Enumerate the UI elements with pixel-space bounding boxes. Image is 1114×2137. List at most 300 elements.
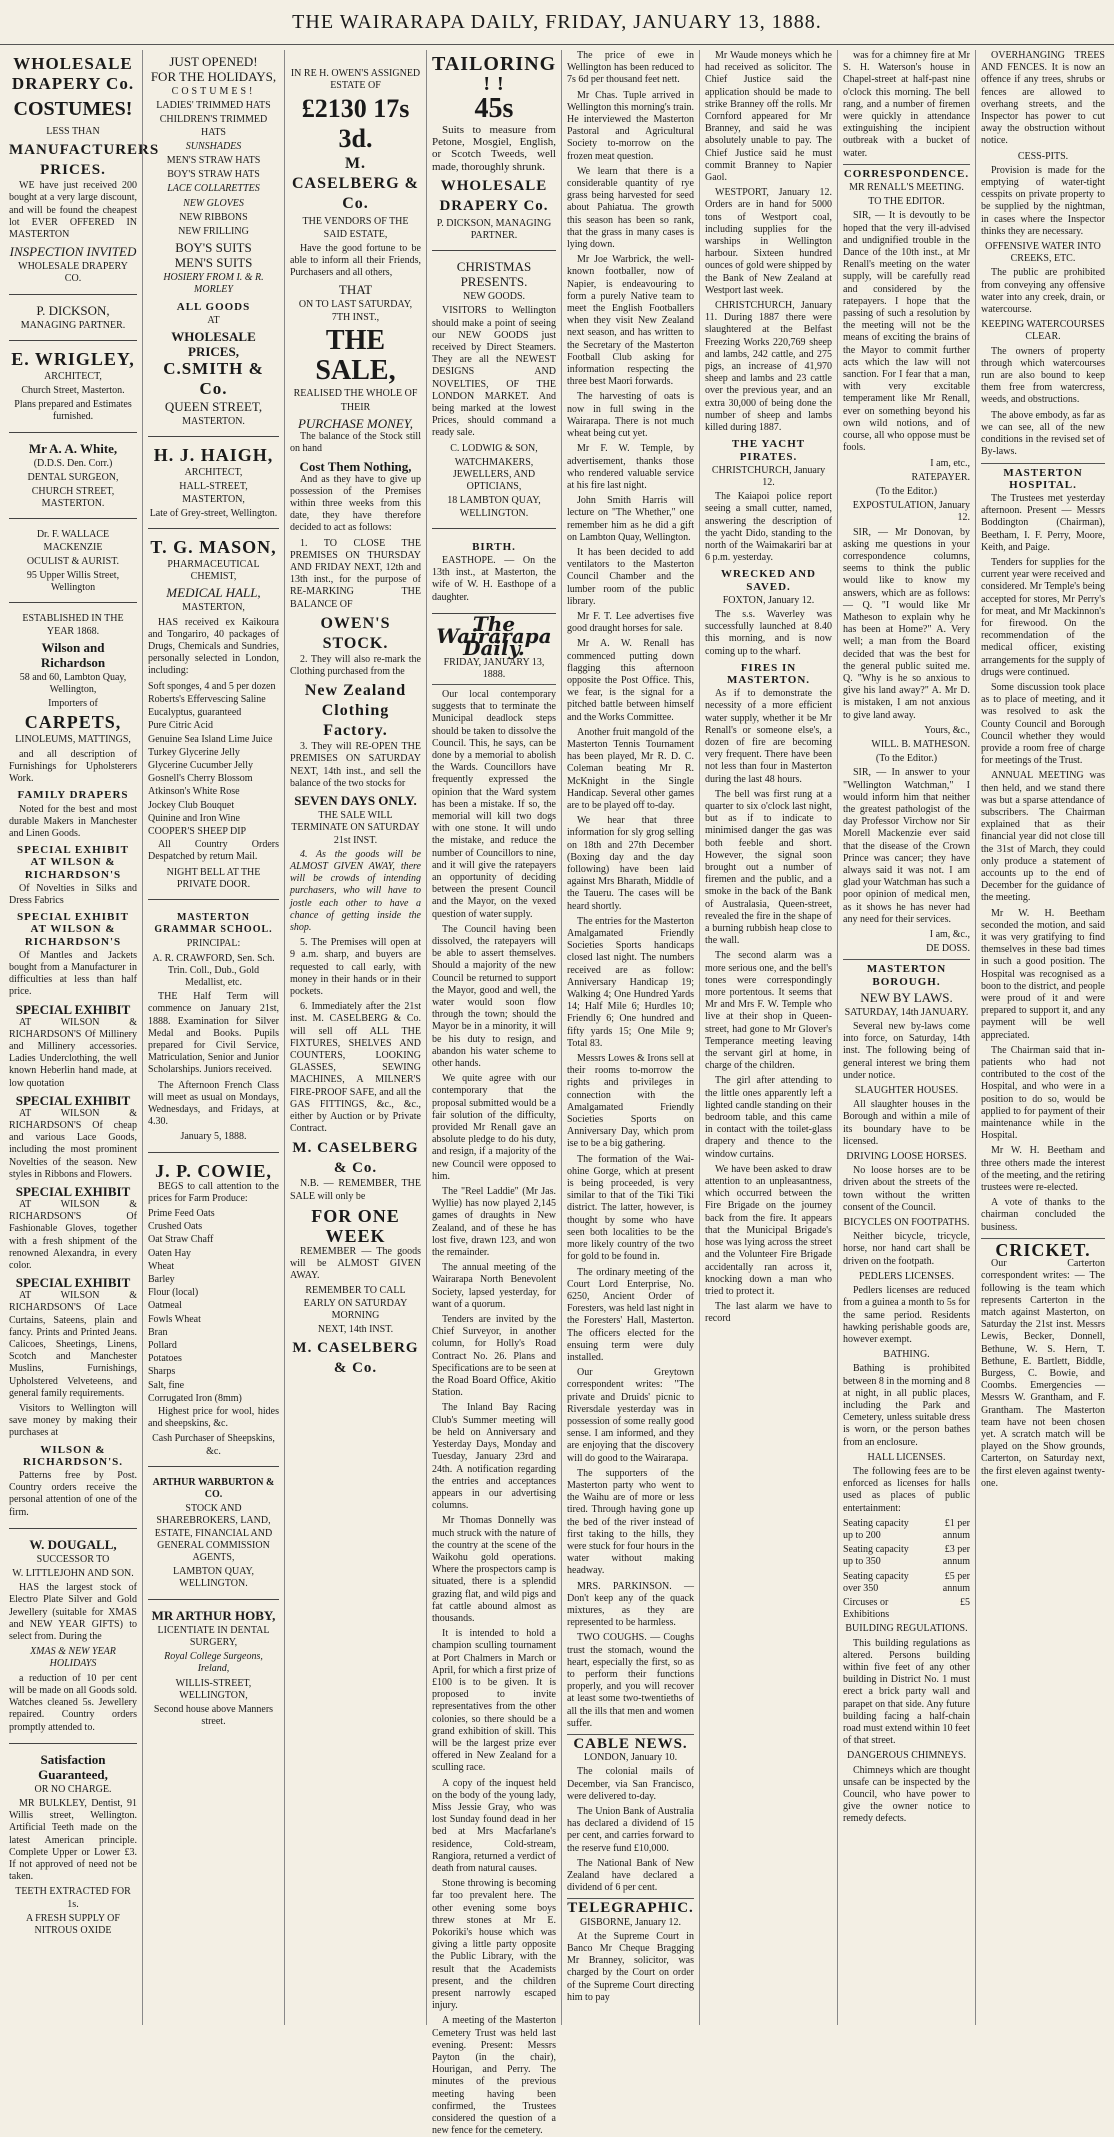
news-para: The bell was first rung at a quarter to six o'clock last night, but as if to indicate to minimised danger the gas was both feeble and short. However, the signal soon brought out a number of firemen and the public, and a smoke in the back of the Bank of Australasia, Queen-street, revealed the fire in the shape of a burning rubbish heap close to the wall. [705, 788, 832, 947]
dateline: SATURDAY, 14th JANUARY. [844, 1006, 969, 1018]
exhibit-body: AT WILSON & RICHARDSON'S Of Millinery and Millinery accessories. Ladies Underclothing, the well known Heberlin hand made, at low quotation [9, 1016, 137, 1089]
fee-label: Seating capacity up to 200 [843, 1517, 909, 1541]
ad-text: 58 and 60, Lambton Quay, Wellington, [19, 671, 127, 696]
ad-text: THE SALE WILL TERMINATE ON SATURDAY 21st INST. [291, 810, 420, 846]
ad-price: 45s [474, 93, 514, 124]
dateline: CHRISTCHURCH, January 12. [711, 464, 826, 488]
fee-label: Seating capacity up to 350 [843, 1544, 909, 1568]
ad-text: MEN'S STRAW HATS [166, 155, 261, 167]
ad-body: and all description of Furnishings for Upholsterers Work. [9, 748, 137, 785]
birth-notice [432, 533, 556, 614]
exhibit-title: SPECIAL EXHIBIT [15, 1092, 131, 1108]
list-item: Jockey Club Bouquet [148, 799, 235, 811]
list-item: Roberts's Effervescing Saline [148, 693, 266, 705]
news-para: The last alarm we have to record [705, 1301, 832, 1325]
news-para: John Smith Harris will lecture on "The Whether," one remember him as he did a gift on Lambton Quay, Wellington. [567, 495, 694, 543]
column-2 [142, 50, 284, 2025]
ad-tailoring [432, 50, 556, 251]
ad-title: WHOLESALE DRAPERY Co. [11, 54, 135, 93]
ad-body: The Afternoon French Class will meet as usual on Mondays, Wednesdays, and Fridays, at 4.30. [148, 1079, 279, 1128]
dateline: FOXTON, January 12. [722, 594, 815, 606]
subhead: NEW BY LAWS. [860, 989, 953, 1005]
news-para: Mr Joe Warbrick, the well-known footballer, now of Napier, is endeavouring to form a purely Native team to meet the English Footballers when they visit New Zealand next season, and has written to the Secretary of the Masterton Football Club asking for information respecting the three best Maori forwards. [567, 254, 694, 388]
subhead: KEEPING WATERCOURSES CLEAR. [981, 319, 1105, 343]
ad-text: WILSON & RICHARDSON'S. [22, 1443, 124, 1468]
news-para: It has been decided to add ventilators to the Masterton Council Chamber and the lumber room of the public library. [567, 546, 694, 607]
ad-text: NIGHT BELL AT THE PRIVATE DOOR. [166, 866, 261, 890]
exhibit-title: SPECIAL EXHIBIT AT WILSON & RICHARDSON'S [17, 844, 129, 881]
ad-text: LESS THAN [46, 126, 100, 137]
ad-grammar-school [148, 904, 279, 1153]
ad-text: MANAGING PARTNER. [20, 319, 126, 331]
list-item: Barley [148, 1274, 175, 1286]
fee-label: Circuses or Exhibitions [843, 1596, 890, 1621]
ad-body: VISITORS to Wellington should make a point of seeing our NEW GOODS just received by Direct Steamers. They are all the NEWEST DESIGNS AND NOVELTIES, OF THE LONDON MARKET. And being marked at the lowest Prices, should command a ready sale. [432, 305, 556, 439]
ad-body: 4. As the goods will be ALMOST GIVEN AWAY, there will be crowds of intending purchasers, who will have to jostle each other to have a chance of getting inside the shop. [290, 848, 421, 933]
ad-text: Second house above Manners street. [153, 1703, 274, 1728]
ad-text: PRINCIPAL: [186, 938, 241, 950]
ad-body: a reduction of 10 per cent will be made on all Goods sold. Watches cleaned 5s. Jewellery repaired. Country orders promptly attended to. [9, 1672, 137, 1733]
ad-body: 6. Immediately after the 21st inst. M. CASELBERG & Co. will sell off ALL THE FIXTURES, SHELVES AND COUNTERS, LOOKING GLASSES, SEWING MACHINES, A MILNER'S FIRE-PROOF SAFE, and all the GAS FITTINGS, &c., &c., either by Auction or by Private Contract. [290, 1001, 421, 1135]
section-title: MASTERTON BOROUGH. [843, 959, 970, 987]
news-para: Mr W. H. Beetham seconded the motion, and said it was very gratifying to find themselves in these bad times in such a good position. The Hospital was recognised as a boon to the district, and people were proud of it and were prepared to support it, and any payment will be well appreciated. [981, 907, 1105, 1041]
subhead: BICYCLES ON FOOTPATHS. [843, 1217, 970, 1229]
signoff: Yours, &c., [924, 724, 970, 736]
news-para: Our Carterton correspondent writes: — The following is the team which represents Carterton in the match against Masterton, on Saturday the 21st inst. Messrs Lewis, Becker, Donnell, Bethune, W. S. Hern, T. Bethune, E. Bartlett, Biddle, Burgess, C. Bowie, and Coombs. Emergencies — Messrs W. Grantham, and F. Grantham. The Masterton team have not been chosen yet. A scratch match will be played on the Show grounds, Carterton, on Saturday next, the first eleven against twenty-one. [981, 1258, 1105, 1489]
ad-headline: MANUFACTURERS PRICES. [9, 142, 160, 179]
ad-headline: COSTUMES! [13, 98, 133, 120]
fee-row [843, 1544, 970, 1568]
list-item: COOPER'S SHEEP DIP [148, 825, 247, 837]
ad-text: PURCHASE MONEY, [297, 416, 414, 432]
section-title: WRECKED AND SAVED. [720, 568, 817, 593]
ad-text: AT [207, 314, 220, 326]
ad-bulkley [9, 1748, 137, 1945]
ad-text: ARCHITECT, [184, 467, 243, 479]
column-4 [426, 50, 561, 2137]
notice-title: BIRTH. [472, 540, 516, 553]
ad-headline: FOR THE HOLIDAYS, [150, 69, 277, 84]
ad-text: LAMBTON QUAY, WELLINGTON. [173, 1566, 254, 1590]
ad-text: FAMILY DRAPERS [17, 789, 129, 802]
news-para: was for a chimney fire at Mr S. H. Waterson's house in Chapel-street at half-past nine o'clock this morning. The bell rang, and a number of firemen were quickly in attendance extinguishing the incipient outbreak with a bucket of water. [843, 50, 970, 159]
subhead: CESS-PITS. [1017, 150, 1069, 162]
column-6 [699, 50, 837, 2025]
notice-body: EASTHOPE. — On the 13th inst., at Masterton, the wife of W. H. Easthope of a daughter. [432, 555, 556, 603]
list-item: Genuine Sea Island Lime Juice [148, 733, 273, 745]
dateline: EXPOSTULATION, January 12. [852, 500, 970, 524]
list-item: Pure Citric Acid [148, 720, 213, 732]
ad-text: Importers of [48, 698, 98, 710]
ad-body: THE Half Term will commence on January 21st, 1888. Examination for Silver Medal and Books. Pupils prepared for Civil Service, Matriculation, Senior and Junior Scholarships. Juniors received. [148, 991, 279, 1076]
ad-text: CHURCH STREET, MASTERTON. [31, 486, 115, 510]
fee-row [843, 1571, 970, 1595]
list-item: Gosnell's Cherry Blossom [148, 773, 253, 785]
ad-body: N.B. — REMEMBER, THE SALE will only be [290, 1178, 421, 1202]
section-title: MASTERTON HOSPITAL. [981, 463, 1105, 491]
list-item: Salt, fine [148, 1379, 185, 1391]
ad-text: TEETH EXTRACTED FOR 1s. [15, 1886, 131, 1910]
news-para: Mr Chas. Tuple arrived in Wellington this morning's train. He interviewed the Masterton Pastoral and Agricultural Society to-morrow on the frozen meat question. [567, 89, 694, 162]
ad-text: XMAS & NEW YEAR HOLIDAYS [30, 1646, 116, 1670]
news-para: Some discussion took place as to place of meeting, and it was resolved to ask the County Council and Borough Council whether they would provide a room free of charge for meetings of the Trust. [981, 681, 1105, 767]
ad-text: NEW GLOVES [183, 197, 244, 209]
news-para: The owners of property through which watercourses run are also bound to keep them free from watercress, weeds, and obstructions. [981, 345, 1105, 406]
ad-text: NEW FRILLING [178, 226, 249, 238]
news-para: At the Supreme Court in Banco Mr Cheque Bragging Mr Branney, solicitor, was charged by the Court on order of the Supreme Court directing him to pay [567, 1930, 694, 2003]
list-item: Potatoes [148, 1353, 182, 1365]
subhead: SLAUGHTER HOUSES. [854, 1085, 959, 1097]
news-para: The s.s. Waverley was successfully launched at 8.40 this morning, and is now coming up to the wharf. [705, 608, 832, 657]
ad-body: All Country Orders Despatched by return Mail. [148, 839, 279, 863]
ad-name: W. DOUGALL, [29, 1536, 117, 1552]
column-5 [561, 50, 699, 2025]
signoff: I am, &c., [929, 929, 970, 941]
subhead: HALL LICENSES. [867, 1451, 946, 1463]
subhead: TO THE EDITOR. [868, 196, 945, 208]
ad-text: LACE COLLARETTES [167, 183, 260, 195]
ad-text: MASTERTON. [182, 416, 245, 428]
ad-text: SUCCESSOR TO [36, 1553, 110, 1565]
ad-text: LADIES' TRIMMED HATS [156, 100, 271, 112]
cowie-items [148, 1208, 279, 1405]
ad-price: £2130 17s 3d. [301, 94, 410, 154]
list-item: Sharps [148, 1366, 176, 1378]
ad-text: THE VENDORS OF THE SAID ESTATE, [302, 216, 409, 240]
ad-body: The balance of the Stock still on hand [290, 431, 421, 455]
news-para: OVERHANGING TREES AND FENCES. It is now an offence if any trees, shrubs or fences are allowed to overhang streets, and the Inspector has power to cut away the obstruction without notice. [981, 50, 1105, 147]
ad-name: M. CASELBERG & Co. [292, 1140, 419, 1177]
ad-name: C.SMITH & Co. [163, 359, 264, 399]
ad-text: WATCHMAKERS, JEWELLERS, AND OPTICIANS, [452, 456, 536, 493]
list-item: Corrugated Iron (8mm) [148, 1392, 242, 1404]
fires-article [705, 688, 832, 1298]
news-para: The entries for the Masterton Amalgamated Friendly Societies Sports handicaps closed last night. The numbers received are as follow: Anniversary Handicap 19; Walking 4; One Hundred Yards 14; Half Mile 6; Hurdles 10; Friendly 6; One hundred and fifty yards 15; One Mile 9; Total 83. [567, 915, 694, 1049]
ad-text: W. LITTLEJOHN AND SON. [12, 1568, 134, 1580]
news-para: The National Bank of New Zealand have declared a dividend of 6 per cent. [567, 1857, 694, 1894]
ad-body: Have the good fortune to be able to inform all their Friends, Purchasers and all others, [290, 242, 421, 279]
news-para: MRS. PARKINSON. — Don't keep any of the quack mixtures, as they are represented to be harmless. [567, 1580, 694, 1629]
news-para: No loose horses are to be driven about the streets of the town without the written consent of the Council. [843, 1165, 970, 1213]
ad-text: (D.D.S. Den. Corr.) [33, 457, 113, 469]
ad-title: MASTERTON GRAMMAR SCHOOL. [154, 911, 273, 936]
exhibit-title: SPECIAL EXHIBIT [15, 1183, 131, 1199]
ad-caselberg-sale [290, 50, 421, 1384]
ad-dickson [9, 299, 137, 341]
news-para: Messrs Lowes & Irons sell at their rooms to-morrow the rights and privileges in connection with the Amalgamated Friendly Societies Sports on Anniversary Day, which prom ise to be a big gathering. [567, 1053, 694, 1150]
ad-name: Dr. F. WALLACE MACKENZIE [36, 529, 110, 553]
ad-name: M. CASELBERG & Co. [292, 1340, 419, 1377]
ad-text: 18 LAMBTON QUAY, WELLINGTON. [447, 495, 541, 519]
news-para: The public are prohibited from conveying any offensive water into any creek, drain, or watercourse. [981, 267, 1105, 316]
ad-text: SUNSHADES [185, 140, 242, 152]
ad-body: BEGS to call attention to the prices for Farm Produce: [148, 1180, 279, 1204]
news-para: Stone throwing is becoming far too prevalent here. The other evening some boys threw stones at Mr E. Pokoriki's house which was giving a little party opposite the Public Library, with the result that the Academists present, and the children present narrowly escaped injury. [432, 1878, 556, 2012]
fee-amount: £5 [960, 1596, 970, 1608]
news-para: Our Greytown correspondent writes: "The private and Druids' picnic to Riversdale yesterday was in possession of some really good sense. I am informed, and they are enjoying that the discovery will do good to the Wairarapa. [567, 1367, 694, 1464]
subhead: (To the Editor.) [875, 485, 938, 497]
ad-text: OR NO CHARGE. [34, 1783, 112, 1795]
ad-text: MEN'S SUITS [174, 255, 253, 271]
section-title: TELEGRAPHIC. [567, 1900, 694, 1917]
list-item: Bran [148, 1326, 168, 1338]
letter-body: SIR, — Mr Donovan, by asking me questions in your correspondence columns, seems to think the public would like to know my answers, which are as follows: — Q. "I would like Mr Matheson to explain why he has been at Home?" A. Very well; a man from the Board decided that was the best for the general public suited me. Q. "Why is he so anxious to give his land away?" A. Mr D. is mistaken, I am not anxious to give land away. [843, 526, 970, 721]
ad-wholesale-drapery [9, 50, 160, 295]
ad-body: Noted for the best and most durable Makers in Manchester and Linen Goods. [9, 803, 137, 839]
ad-text: PHARMACEUTICAL CHEMIST, [167, 559, 260, 583]
ad-text: CHILDREN'S TRIMMED HATS [159, 114, 268, 138]
ad-text: LINOLEUMS, MATTINGS, [15, 734, 131, 746]
list-item: Glycerine Cucumber Jelly [148, 759, 253, 771]
subhead: MR RENALL'S MEETING. [849, 182, 964, 194]
ad-name: M. CASELBERG & Co. [291, 155, 420, 213]
ad-text: NEW RIBBONS [179, 211, 248, 223]
news-para: CHRISTCHURCH, January 11. During 1887 there were slaughtered at the Belfast Freezing Works 220,769 sheep and lambs, 242 cattle, and 275 pigs, an increase of 41,970 sheep and lambs and 23 cattle over the previous year, and an extra 30,000 of being done the number of sheep and lambs killed during 1887. [705, 300, 832, 434]
ad-body: 1. TO CLOSE THE PREMISES ON THURSDAY AND FRIDAY NEXT, 12th and 13th inst., for the purpose of RE-MARKING THE BALANCE OF [290, 537, 421, 610]
column-3 [284, 50, 426, 2025]
news-para: The Trustees met yesterday afternoon. Present — Messrs Boddington (Chairman), Beetham, I. F. Perry, Moore, Keith, and Paige. [981, 492, 1105, 553]
fee-amount: £5 per annum [942, 1570, 970, 1594]
ad-body: And as they have to give up possession of the Premises within three weeks from this date, they have therefore decided to act as follows: [290, 473, 421, 534]
news-para: The Council having been dissolved, the ratepayers will be able to assert themselves. Should a majority of the new Council be returned to support the Mayor, good and well, the water would soon flow through the town; should the Mayor be in a minority, it will be his duty to resign, and abandon his water scheme to other hands. [432, 923, 556, 1069]
news-para: The harvesting of oats is now in full swing in the Wairarapa. There is not much wheat being cut yet. [567, 391, 694, 440]
column-8 [975, 50, 1110, 2025]
signature: RATEPAYER. [911, 471, 970, 483]
news-para: We learn that there is a considerable quantity of rye grass being harvested for seed about Pahiatua. The growth this season has been so rank, that the grass in many cases is lying down. [567, 165, 694, 251]
ad-headline: TAILORING ! ! [432, 53, 557, 95]
ad-text: ON TO LAST SATURDAY, 7TH INST., [298, 299, 413, 323]
ad-body: Highest price for wool, hides and sheepskins, &c. [148, 1406, 279, 1430]
news-para: The Union Bank of Australia has declared a dividend of 15 per cent, and carries forward to the reserve fund £10,000. [567, 1806, 694, 1854]
news-para: The colonial mails of December, via San Francisco, were delivered to-day. [567, 1766, 694, 1802]
ad-body: 5. The Premises will open at 9 a.m. sharp, and buyers are requested to call early, with money in their hands or in their pockets. [290, 937, 421, 997]
ad-body: HAS the largest stock of Electro Plate Silver and Gold Jewellery (suitable for XMAS and NEW YEAR GIFTS) to select from. During the [9, 1582, 137, 1643]
news-para: The formation of the Wai-ohine Gorge, which at present is being proceeded, is very similar to that of the Tiki Tiki district. The latter, however, is thought by some who have seen both localities to be the more likely country of the two for gold to be found in. [567, 1153, 694, 1263]
news-para: Mr F. T. Lee advertises five good draught horses for sale. [567, 610, 694, 635]
ad-text: Plans prepared and Estimates furnished. [14, 399, 132, 423]
exhibit-body: Of Mantles and Jackets bought from a Manufacturer in difficulties at less than half price. [9, 949, 137, 998]
list-item: Eucalyptus, guaranteed [148, 707, 242, 719]
ad-name: C. LODWIG & SON, [450, 442, 538, 454]
ad-headline: CARPETS, [24, 712, 122, 733]
news-column [567, 50, 694, 1730]
masthead: THE WAIRARAPA DAILY, FRIDAY, JANUARY 13, 1888. [0, 0, 1114, 45]
ad-headline: New Zealand Clothing Factory. [304, 682, 407, 740]
signoff: I am, etc., [930, 457, 970, 469]
news-para: We hear that three information for sly grog selling on 18th and 27th December (Boxing day and the day following) have been laid against Mrs Bharath, Middle of the Taueru. The cases will be heard shortly. [567, 815, 694, 912]
list-item: Pollard [148, 1340, 177, 1352]
list-item: Flour (local) [148, 1287, 199, 1299]
news-para: We quite agree with our contemporary that the proposal submitted would be a fair solution of the difficulty, provided Mr Renall gave an absolute pledge to do his duty, and resign, if a majority of the new Council were opposed to him. [432, 1073, 556, 1182]
subhead: PEDLERS LICENSES. [858, 1270, 954, 1282]
editorial-column [432, 689, 556, 2137]
news-para: Mr F. W. Temple, by advertisement, thanks those who rendered valuable service at his fire last night. [567, 443, 694, 491]
news-para: The following fees are to be enforced as licenses for halls used as places of public entertainment: [843, 1465, 970, 1514]
news-para: The supporters of the Masterton party who went to the Waihu are of more or less tired. Through having gone up the bed of the river instead of first taking to the hills, they were stuck for four hours in the water without making headway. [567, 1467, 694, 1577]
news-para: The Chairman said that in-patients who had not contributed to the cost of the Hospital, and who were in a position to do so, would be applied to for payment of their maintenance while in the Hospital. [981, 1044, 1105, 1142]
list-item: Oaten Hay [148, 1247, 192, 1259]
ad-name: E. WRIGLEY, [11, 348, 135, 369]
letter-body: SIR, — It is devoutly to be hoped that the very ill-advised and undignified trouble in the Dance of the 10th inst., at Mr Renall's meeting on the water supply, will be carefully read and considered by the ratepayers. I hope that the passing of such a resolution by the meeting will not be the means of exciting the brains of the Mayor to commit further acts which the law will not sanction. For I fear that a man, with very excitable temperament like Mr Renall, ever on something beyond his own wild notions, and of course, all who oppose must be fools. [843, 210, 970, 454]
ad-text: STOCK AND SHAREBROKERS, LAND, ESTATE, FINANCIAL AND GENERAL COMMISSION AGENTS, [154, 1503, 273, 1564]
ad-name: ARTHUR WARBURTON & CO. [152, 1476, 275, 1501]
news-para: Mr Waude moneys which he had received as solicitor. The Chief Justice said the application should be made to strike Branney off the rolls. Mr Cornford appeared for Mr Branney, and said he was absolutely unable to pay. The Chief Justice said he must commit Branney to Napier Gaol. [705, 50, 832, 184]
ad-body: Patterns free by Post. Country orders receive the personal attention of one of the firm. [9, 1470, 137, 1518]
ad-text: 95 Upper Willis Street, Wellington [26, 570, 120, 594]
ad-name: WHOLESALE DRAPERY Co. [439, 177, 549, 214]
ad-warburton [148, 1471, 279, 1600]
news-para: As if to demonstrate the necessity of a more efficient water supply, whether it be Mr Renall's or someone else's, a dozen of fire are becoming very frequent. There have been not less than four in Masterton during the last 48 hours. [705, 688, 832, 785]
news-para: It is intended to hold a champion sculling tournament at Port Chalmers in March or April, for which a first prize of £100 is to be given. It is proposed to invite representatives from the other colonies, so there should be a grand exhibition of skill. This will be the largest prize ever offered in New Zealand for a sculling race. [432, 1628, 556, 1774]
ad-name: MR ARTHUR HOBY, [151, 1607, 276, 1623]
paper-title: The Wairarapa Daily. [436, 611, 552, 661]
ad-headline: OWEN'S STOCK. [320, 614, 391, 652]
ad-text: WHOLESALE PRICES, [171, 329, 256, 360]
news-para: The "Reel Laddie" (Mr Jas. Wyllie) has now played 2,145 games of draughts in New Zealand, and of these he has lost five, drawn 123, and won the remainder. [432, 1186, 556, 1259]
signature: DE DOSS. [926, 943, 970, 955]
dateline: LONDON, January 10. [583, 1752, 678, 1764]
ad-text: Royal College Surgeons, Ireland, [164, 1651, 263, 1675]
fees-table [843, 1518, 970, 1622]
letter-body: SIR, — In answer to your "Wellington Watchman," I would inform him that neither the greatest pathologist of the day Professor Virchow nor Sir Morell Mackenzie ever said that the disease of the Crown Prince was cancer; they have always said it was not. I am glad your Watchman has such a poor opinion of medical men, as it shows he has never had any need for their services. [843, 767, 970, 925]
ad-text: REMEMBER TO CALL EARLY ON SATURDAY MORNING [303, 1285, 408, 1321]
fee-label: Seating capacity over 350 [843, 1570, 909, 1594]
news-para: All slaughter houses in the Borough and within a mile of its boundary have to be licensed. [843, 1099, 970, 1147]
ad-haigh [148, 441, 279, 529]
exhibit-body: AT WILSON & RICHARDSON'S Of Lace Curtains, Sateens, plain and fancy. Prints and Printed Jeans. Calicoes, Sheetings, Linens, Scotch and Manchester Muslins, Furnishings, Upholstered Velveteens, and general family requirements. [9, 1290, 137, 1399]
ad-wrigley [9, 345, 137, 433]
ad-lodwig [432, 255, 556, 529]
ad-text: ARCHITECT, [44, 370, 102, 382]
ad-name: P. DICKSON, [36, 302, 110, 318]
ad-headline: THE SALE, [315, 324, 396, 386]
list-item: Soft sponges, 4 and 5 per dozen [148, 680, 276, 692]
signature: WILL. B. MATHESON. [871, 738, 970, 750]
ad-headline: JUST OPENED! [169, 54, 258, 69]
ad-text: A FRESH SUPPLY OF NITROUS OXIDE [26, 1912, 120, 1936]
ad-text: BOY'S SUITS [175, 240, 252, 256]
ad-name: H. J. HAIGH, [153, 445, 274, 466]
ad-text: REALISED THE WHOLE OF [293, 387, 418, 399]
section-title: CRICKET. [981, 1238, 1105, 1256]
ad-text: SEVEN DAYS ONLY. [294, 793, 417, 809]
ad-text: THEIR [340, 402, 371, 414]
fee-row [843, 1518, 970, 1542]
subhead: BATHING. [883, 1349, 930, 1361]
ad-text: NEXT, 14th INST. [317, 1324, 394, 1335]
ad-text: ALL GOODS [176, 300, 251, 313]
section-title: THE YACHT PIRATES. [731, 438, 806, 463]
news-para: The above embody, as far as we can see, all of the new conditions in the revised set of By-laws. [981, 409, 1105, 458]
ad-text: THAT [338, 282, 373, 298]
news-para: Several new by-laws come into force, on Saturday, 14th inst. The following being of general interest we bring them under notice. [843, 1021, 970, 1081]
news-para: Tenders for supplies for the current year were received and considered. Mr Temple's being accepted for stores, Mr Perry's for meat, and Mr Mackinnon's for firewood. On the recommendation of the medical officer, existing arrangements for the supply of drugs were continued. [981, 556, 1105, 678]
ad-body: Visitors to Wellington will save money by making their purchases at [9, 1403, 137, 1439]
subhead: (To the Editor.) [875, 753, 938, 765]
list-item: Oat Straw Chaff [148, 1234, 214, 1246]
news-para: A copy of the inquest held on the body of the young lady, Miss Jessie Gray, who was lost Sunday found dead in her bed at Mrs Macfarlane's residence, Cold-stream, Rangiora, returned a verdict of death from natural causes. [432, 1777, 556, 1874]
ad-text: MASTERTON, [182, 602, 245, 614]
news-para: A vote of thanks to the chairman concluded the business. [981, 1197, 1105, 1233]
ad-headline: CHRISTMAS PRESENTS. [456, 259, 532, 290]
news-para: This building regulations as altered. Persons building within five feet of any other building in District No. 1 must erect a brick party wall and parapet on that side. Any future building facing a half-chain road must extend within 10 feet of that street. [843, 1637, 970, 1747]
news-para: The girl after attending to the little ones apparently left a lighted candle standing on their bedroom table, and this came in contact with the toilet-glass drapery and thence to the window curtains. [705, 1075, 832, 1160]
exhibit-body: Of Novelties in Silks and Dress Fabrics [9, 882, 137, 906]
ad-text: Church Street, Masterton. [21, 385, 125, 397]
ad-text: LICENTIATE IN DENTAL SURGERY, [157, 1624, 270, 1648]
list-item: Quinine and Iron Wine [148, 812, 240, 824]
ad-headline: Satisfaction Guaranteed, [38, 1751, 108, 1782]
section-title: CORRESPONDENCE. [843, 164, 970, 180]
news-para: The second alarm was a more serious one, and the bell's tones were correspondingly more portentous. It seems that Mr and Mrs F. W. Temple who live at their shop in Queen-street, had gone to Mr Glover's Temperance meeting leaving the servant girl at home, in charge of the children. [705, 950, 832, 1072]
ad-text: Late of Grey-street, Wellington. [149, 507, 278, 519]
list-item: Atkinson's White Rose [148, 786, 240, 798]
hospital-article [981, 493, 1105, 1234]
news-para: Bathing is prohibited between 8 in the morning and 8 at night, in all public places, including the Park and Cemetery, unless suitable dress is worn, or the person bathes from an enclosure. [843, 1363, 970, 1448]
exhibit-body: AT WILSON & RICHARDSON'S Of cheap and various Lace Goods, including the most prominent Novelties of the season. New styles in Ribbons and Flowers. [9, 1107, 137, 1180]
news-para: Mr Thomas Donnelly was much struck with the nature of the country at the scene of the Waikohu gold operations. Where the prospectors camp is situated, there is a splendid grazing flat, and wild pigs and fat cattle abound almost as thousands. [432, 1515, 556, 1624]
list-item: Fowls Wheat [148, 1313, 201, 1325]
news-para: Pedlers licenses are reduced from a guinea a month to 5s for the same period. Residents hawking perishable goods are, however exempt. [843, 1285, 970, 1345]
news-para: The ordinary meeting of the Court Lord Enterprise, No. 6250, Ancient Order of Foresters, was held last night in the Foresters' Hall, Masterton. The officers elected for the ensuing term were duly installed. [567, 1266, 694, 1363]
news-para: Tenders are invited by the Chief Surveyor, in another column, for Holly's Road Contract No. 26. Plans and Specifications are to be seen at the Road Board Office, Akitio Station. [432, 1314, 556, 1399]
news-para: ANNUAL MEETING was then held, and we stand there was but a sparse attendance of subscribers. The Chairman explained that as their financial year did not close till the 31st of March, they could only produce a statement of accounts up to the end of December for the guidance of the meeting. [981, 770, 1105, 904]
news-para: Our local contemporary suggests that to terminate the Municipal deadlock steps should be taken to dissolve the Council. This, he says, can be done by a memorial to abolish the Wards. Councillors have frequently expressed the opinion that the Ward system has been a mistake. If so, the memorial will kill two dogs with one stone. It will undo the mistake, and reduce the number of Councillors to nine, and it will give the ratepayers an opportunity of deciding between the present Council and the Mayor, on the vexed question of water supply. [432, 688, 556, 920]
ad-body: 3. They will RE-OPEN THE PREMISES ON SATURDAY NEXT, 14th inst., and sell the balance of the two stocks for [290, 741, 421, 789]
column-7 [837, 50, 975, 2025]
exhibit-title: SPECIAL EXHIBIT AT WILSON & RICHARDSON'S [17, 911, 129, 948]
list-item: Prime Feed Oats [148, 1208, 215, 1219]
subhead: DANGEROUS CHIMNEYS. [847, 1750, 966, 1762]
ad-name: J. P. COWIE, [155, 1160, 272, 1181]
ad-name: Mr A. A. White, [28, 440, 118, 456]
news-para: The Kaiapoi police report seeing a small cutter, named, answering the description of the yacht Dido, standing to the north of the Waimakariri bar at 6 p.m. yesterday. [705, 491, 832, 564]
ad-text: Cash Purchaser of Sheepskins, &c. [152, 1433, 275, 1457]
exhibit-title: SPECIAL EXHIBIT [15, 1275, 131, 1291]
ad-text: COSTUMES! [171, 86, 256, 97]
subhead: OFFENSIVE WATER INTO CREEKS, ETC. [985, 241, 1101, 265]
news-para: Mr W. H. Beetham and three others made the interest of the meeting, and the retiring trustees were re-elected. [981, 1145, 1105, 1194]
news-para: Mr A. W. Renall has commenced putting down flagging this afternoon opposite the Post Office. This, we fear, is the signal for a pitched battle between himself and the Works Committee. [567, 638, 694, 723]
ad-text: Cost Them Nothing, [299, 458, 412, 474]
ad-mackenzie [9, 523, 137, 603]
news-para: Another fruit mangold of the Masterton Tennis Tournament has been played, Mr R. D. C. Coleman beating Mr R. McKnight in the Single Handicap. Several other games are to be played off to-day. [567, 726, 694, 811]
list-item: Oatmeal [148, 1300, 182, 1312]
ad-body: HAS received ex Kaikoura and Tongariro, 40 packages of Drugs, Chemicals and Sundries, personally selected in London, including: [148, 616, 279, 677]
ad-text: WHOLESALE DRAPERY CO. [18, 261, 128, 285]
subhead: BUILDING REGULATIONS. [845, 1623, 968, 1635]
ad-text: ESTABLISHED IN THE YEAR 1868. [22, 613, 124, 637]
news-para: TWO COUGHS. — Coughs trust the stomach, wound the heart, especially the first, so as to perform their functions properly, and you will recover at least some two-twentieths of all the ills that men and women suffer. [567, 1632, 694, 1729]
ad-text: INSPECTION INVITED [9, 244, 137, 260]
news-para: Neither bicycle, tricycle, horse, nor hand cart shall be driven on the footpath. [843, 1231, 970, 1267]
news-para: We have been asked to draw attention to an unpleasantness, which occurred between the Fire Brigade on the journey back from the fire. It appears that the Municipal Brigade's hose was lying across the street and the Volunteer Fire Brigade accidentally ran across it, knocking down a man who tried to protect it. [705, 1163, 832, 1297]
ad-text: January 5, 1888. [180, 1131, 247, 1143]
ad-text: MEDICAL HALL, [166, 585, 261, 601]
ad-text: OCULIST & AURIST. [26, 555, 120, 567]
ad-text: WILLIS-STREET, WELLINGTON, [175, 1677, 252, 1701]
news-para: The price of ewe in Wellington has been reduced to 7s 6d per thousand feet nett. [567, 50, 694, 86]
ad-text: A. R. CRAWFORD, Sen. Sch. Trin. Coll., Dub., Gold Medallist, etc. [152, 952, 275, 988]
ad-cowie [148, 1157, 279, 1467]
fee-amount: £1 per annum [942, 1517, 970, 1541]
ad-body: 2. They will also re-mark the Clothing purchased from the [290, 653, 421, 678]
ad-text: QUEEN STREET, [164, 399, 263, 415]
exhibit-body: AT WILSON & RICHARDSON'S Of Fashionable Gloves, together with a fresh shipment of the renowned Alexandra, in every color. [9, 1198, 137, 1271]
ad-text: NEW GOODS. [462, 291, 526, 303]
paper-date: FRIDAY, JANUARY 13, 1888. [432, 657, 556, 685]
ad-text: DENTAL SURGEON, [27, 471, 119, 483]
